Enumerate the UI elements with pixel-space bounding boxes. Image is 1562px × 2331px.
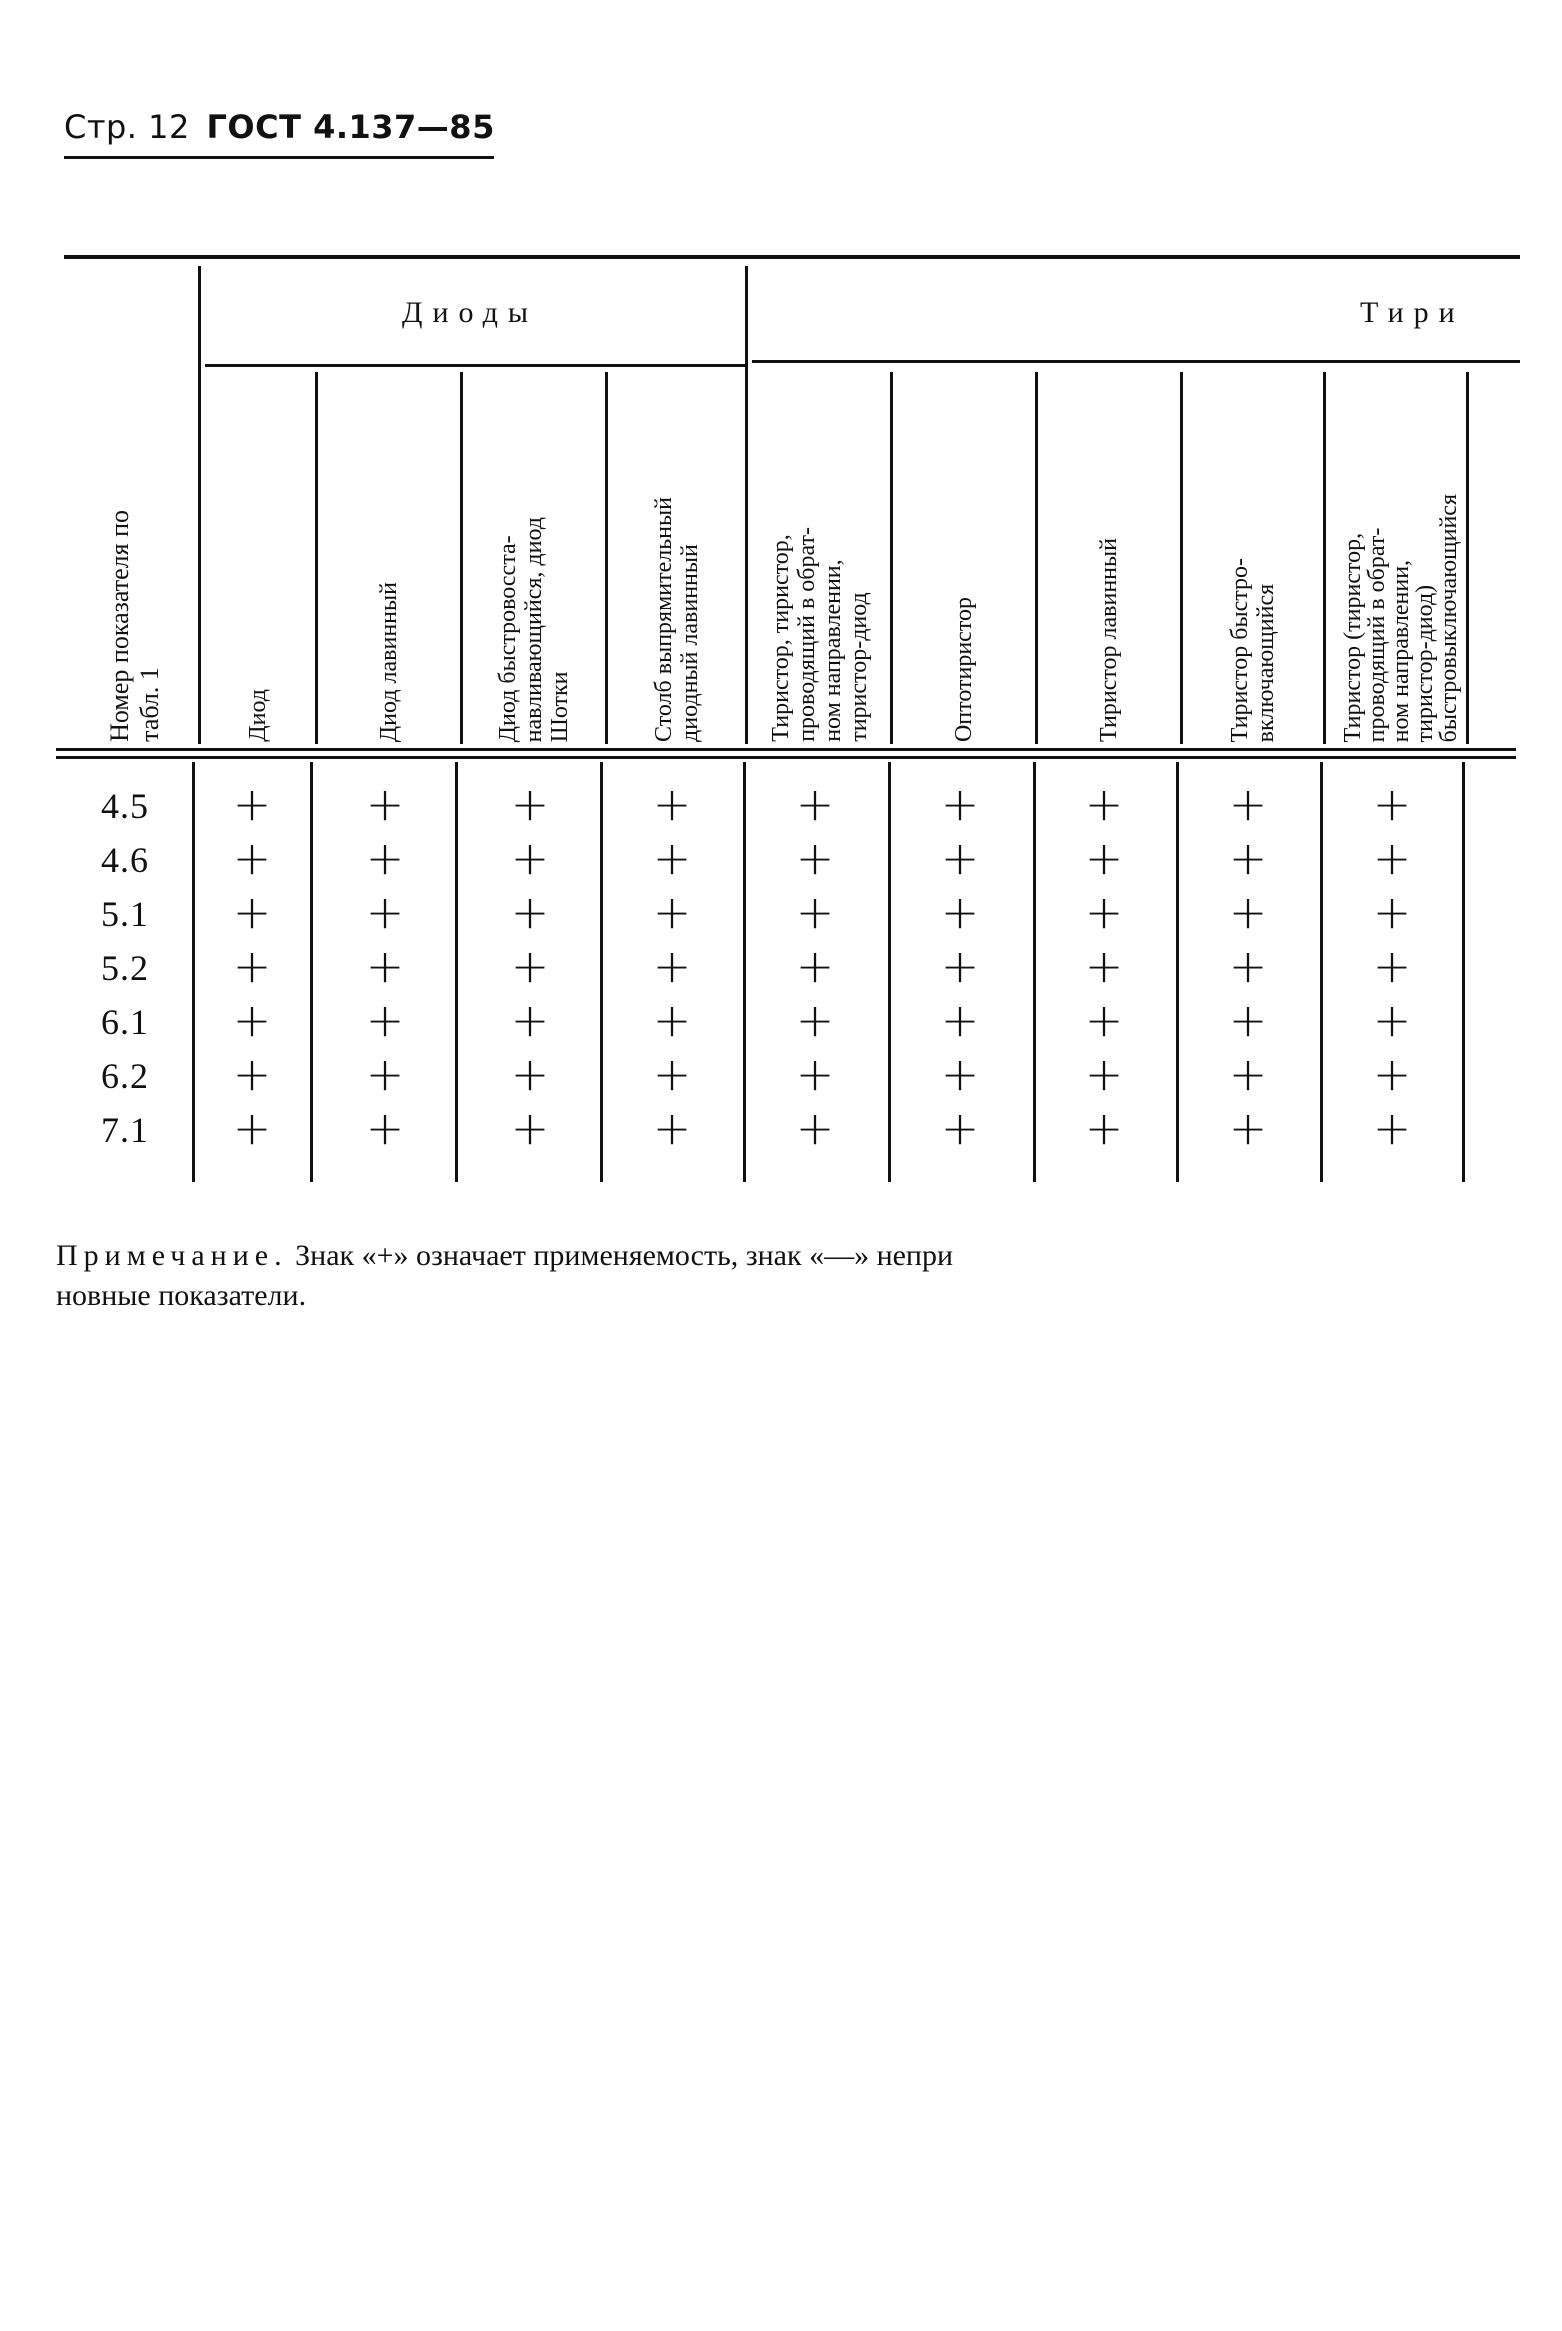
col-divider bbox=[315, 372, 318, 744]
group-label-thyristors: Тири bbox=[1360, 296, 1465, 329]
applicability-mark: + bbox=[232, 939, 272, 993]
applicability-mark: + bbox=[232, 1101, 272, 1155]
col-divider bbox=[1320, 762, 1323, 1182]
applicability-mark: + bbox=[652, 885, 692, 939]
applicability-mark: + bbox=[795, 1047, 835, 1101]
applicability-mark: + bbox=[1372, 885, 1412, 939]
applicability-mark: + bbox=[232, 885, 272, 939]
row-indicator-number: 4.6 bbox=[101, 840, 149, 880]
applicability-mark: + bbox=[365, 831, 405, 885]
applicability-mark: + bbox=[795, 993, 835, 1047]
column-header-label: Оптотиристор bbox=[951, 596, 977, 742]
group-underline-diodes bbox=[205, 364, 745, 367]
col-divider bbox=[1180, 372, 1183, 744]
applicability-mark: + bbox=[795, 939, 835, 993]
applicability-mark: + bbox=[365, 1047, 405, 1101]
applicability-mark: + bbox=[1084, 1047, 1124, 1101]
applicability-mark: + bbox=[652, 1047, 692, 1101]
col-divider bbox=[460, 372, 463, 744]
applicability-mark: + bbox=[652, 939, 692, 993]
applicability-mark: + bbox=[940, 1101, 980, 1155]
applicability-mark: + bbox=[232, 993, 272, 1047]
applicability-mark: + bbox=[1084, 993, 1124, 1047]
col-divider bbox=[192, 762, 195, 1182]
row-indicator-number: 5.1 bbox=[101, 894, 149, 934]
applicability-mark: + bbox=[1084, 831, 1124, 885]
applicability-mark: + bbox=[1372, 1101, 1412, 1155]
applicability-mark: + bbox=[365, 1101, 405, 1155]
column-header-label: Столб выпрямительный диодный лавинный bbox=[651, 497, 703, 742]
column-header-label: Тиристор (тиристор, проводящий в обрат- ном направлении, тиристор-диод) быстровыключающийся bbox=[1340, 493, 1462, 742]
applicability-mark: + bbox=[795, 885, 835, 939]
header-bottom-rule-2 bbox=[56, 756, 1516, 759]
column-header-rectifier-stack bbox=[610, 372, 744, 742]
note-text: Знак «+» означает применяемость, знак «—» непри bbox=[287, 1239, 954, 1272]
applicability-mark: + bbox=[1084, 777, 1124, 831]
applicability-mark: + bbox=[940, 831, 980, 885]
applicability-mark: + bbox=[1228, 993, 1268, 1047]
applicability-mark: + bbox=[795, 831, 835, 885]
applicability-mark: + bbox=[940, 777, 980, 831]
applicability-mark: + bbox=[510, 885, 550, 939]
column-header-label: Диод быстровосста- навливающийся, диод Шотки bbox=[495, 516, 573, 742]
applicability-mark: + bbox=[1228, 777, 1268, 831]
row-indicator-number: 7.1 bbox=[101, 1110, 149, 1150]
page-header bbox=[64, 108, 495, 146]
applicability-mark: + bbox=[365, 939, 405, 993]
applicability-mark: + bbox=[1084, 1101, 1124, 1155]
applicability-mark: + bbox=[1372, 777, 1412, 831]
applicability-mark: + bbox=[940, 1047, 980, 1101]
column-header-diode bbox=[202, 372, 314, 742]
col-divider bbox=[1033, 762, 1036, 1182]
applicability-mark: + bbox=[652, 993, 692, 1047]
applicability-mark: + bbox=[232, 1047, 272, 1101]
column-header-fast-turnoff-thyristor bbox=[1326, 372, 1476, 742]
applicability-mark: + bbox=[795, 1101, 835, 1155]
column-header-thyristor bbox=[752, 372, 888, 742]
row-indicator-number: 4.5 bbox=[101, 786, 149, 826]
note-label: Примечание. bbox=[56, 1239, 288, 1272]
row-indicator-number: 6.1 bbox=[101, 1002, 149, 1042]
applicability-mark: + bbox=[652, 1101, 692, 1155]
column-header-optothyristor bbox=[895, 372, 1033, 742]
group-underline-thyristors bbox=[752, 360, 1520, 363]
col-divider bbox=[888, 762, 891, 1182]
applicability-mark: + bbox=[940, 993, 980, 1047]
applicability-mark: + bbox=[510, 1101, 550, 1155]
note-continuation: новные показатели. bbox=[56, 1279, 307, 1312]
applicability-mark: + bbox=[510, 777, 550, 831]
column-header-label: Диод лавинный bbox=[376, 581, 402, 742]
column-header-avalanche-diode bbox=[320, 372, 458, 742]
col-divider bbox=[198, 266, 201, 744]
applicability-mark: + bbox=[510, 993, 550, 1047]
applicability-mark: + bbox=[365, 993, 405, 1047]
col-divider bbox=[745, 266, 748, 744]
column-header-label: Номер показателя по табл. 1 bbox=[105, 510, 164, 742]
applicability-mark: + bbox=[1228, 939, 1268, 993]
column-header-label: Тиристор, тиристор, проводящий в обрат- ном направлении, тиристор-диод bbox=[768, 527, 872, 742]
applicability-mark: + bbox=[365, 777, 405, 831]
group-label-diodes: Диоды bbox=[402, 296, 539, 329]
table-note bbox=[56, 1236, 1456, 1316]
row-indicator-number: 5.2 bbox=[101, 948, 149, 988]
applicability-mark: + bbox=[510, 831, 550, 885]
standard-code: ГОСТ 4.137—85 bbox=[206, 108, 495, 146]
col-divider bbox=[605, 372, 608, 744]
applicability-mark: + bbox=[1084, 885, 1124, 939]
applicability-mark: + bbox=[510, 939, 550, 993]
applicability-mark: + bbox=[1372, 831, 1412, 885]
header-bottom-rule-1 bbox=[56, 748, 1516, 751]
table-top-rule bbox=[64, 255, 1520, 259]
page-number: Стр. 12 bbox=[64, 108, 190, 146]
column-header-label: Диод bbox=[245, 689, 271, 742]
applicability-mark: + bbox=[940, 939, 980, 993]
applicability-mark: + bbox=[1372, 1047, 1412, 1101]
applicability-mark: + bbox=[1372, 939, 1412, 993]
header-rule bbox=[64, 156, 494, 159]
column-header-label: Тиристор быстро- включающийся bbox=[1227, 557, 1279, 742]
applicability-mark: + bbox=[510, 1047, 550, 1101]
applicability-mark: + bbox=[365, 885, 405, 939]
col-divider bbox=[600, 762, 603, 1182]
applicability-mark: + bbox=[1228, 885, 1268, 939]
column-header-fast-switching-thyristor bbox=[1185, 372, 1321, 742]
col-divider bbox=[1035, 372, 1038, 744]
column-header-avalanche-thyristor bbox=[1040, 372, 1178, 742]
applicability-mark: + bbox=[1228, 831, 1268, 885]
applicability-mark: + bbox=[232, 831, 272, 885]
applicability-mark: + bbox=[1372, 993, 1412, 1047]
applicability-mark: + bbox=[652, 777, 692, 831]
row-indicator-number: 6.2 bbox=[101, 1056, 149, 1096]
applicability-mark: + bbox=[940, 885, 980, 939]
applicability-mark: + bbox=[1228, 1101, 1268, 1155]
applicability-mark: + bbox=[1228, 1047, 1268, 1101]
applicability-mark: + bbox=[795, 777, 835, 831]
column-header-label: Тиристор лавинный bbox=[1096, 537, 1122, 742]
col-divider bbox=[1462, 762, 1465, 1182]
col-divider bbox=[890, 372, 893, 744]
col-divider bbox=[455, 762, 458, 1182]
applicability-mark: + bbox=[232, 777, 272, 831]
applicability-mark: + bbox=[652, 831, 692, 885]
applicability-mark: + bbox=[1084, 939, 1124, 993]
column-header-fast-recovery-diode bbox=[465, 372, 603, 742]
col-divider bbox=[310, 762, 313, 1182]
column-header-indicator-number bbox=[80, 372, 190, 742]
col-divider bbox=[743, 762, 746, 1182]
col-divider bbox=[1176, 762, 1179, 1182]
